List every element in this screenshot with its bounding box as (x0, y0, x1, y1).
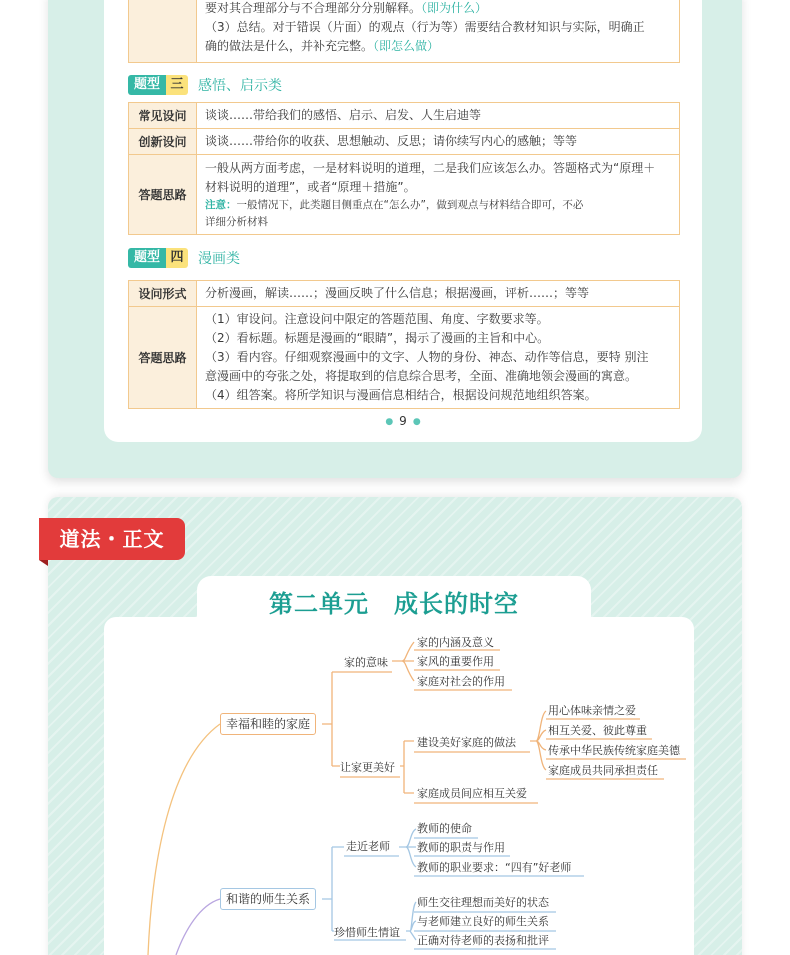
row-label: 答题思路 (129, 307, 197, 409)
partial-label-cell (129, 0, 197, 63)
table-row (129, 129, 680, 155)
mindmap-leaf: 家风的重要作用 (417, 655, 494, 668)
row-label: 常见设问 (129, 103, 197, 129)
current-page-card (104, 617, 694, 955)
row-content (197, 307, 680, 409)
row-content (197, 155, 680, 235)
page-number: ● 9 ● (385, 414, 421, 428)
mindmap-branch-family: 幸福和睦的家庭 (220, 713, 316, 735)
section4-heading (128, 247, 240, 269)
mindmap-node-family-care: 家庭成员间应相互关爱 (417, 787, 527, 800)
unit-title: 第二单元 成长的时空 (269, 590, 519, 618)
note-line: 注意：一般情况下，此类题目侧重点在“怎么办”，做到观点与材料结合即可，不必 (205, 198, 584, 211)
ribbon-fold (39, 560, 48, 566)
approach-line: （2）看标题。标题是漫画的“眼睛”，揭示了漫画的主旨和中心。 (205, 331, 550, 345)
mindmap-leaf: 教师的职责与作用 (417, 841, 505, 854)
mindmap-leaf: 用心体味亲情之爱 (548, 704, 636, 717)
mindmap-leaf: 家的内涵及意义 (417, 636, 494, 649)
previous-page (48, 0, 742, 478)
partial-line-3: 确的做法是什么，并补充完整。（即怎么做） (205, 38, 440, 53)
approach-line: 一般从两方面考虑，一是材料说明的道理，二是我们应该怎么办。答题格式为“原理＋ (205, 160, 656, 175)
mindmap-leaf: 教师的职业要求：“四有”好老师 (417, 861, 572, 874)
row-label: 答题思路 (129, 155, 197, 235)
table-row (129, 155, 680, 235)
section4-title: 漫画类 (198, 251, 241, 267)
approach-line: （3）看内容。仔细观察漫画中的文字、人物的身份、神态、动作等信息，要特 别注 (205, 350, 649, 364)
section4-table (128, 280, 680, 409)
approach-line: 材料说明的道理”，或者“原理＋措施”。 (205, 179, 416, 194)
row-label: 设问形式 (129, 281, 197, 307)
section3-number: 三 (166, 75, 188, 95)
table-row (129, 103, 680, 129)
mindmap-leaf: 教师的使命 (417, 822, 472, 835)
section4-number: 四 (166, 248, 188, 268)
mindmap-node-cherish-bond: 珍惜师生情谊 (334, 926, 400, 939)
section3-tag: 题型 (128, 75, 166, 95)
mindmap-node-build-home: 建设美好家庭的做法 (417, 736, 516, 749)
dot-icon: ● (385, 417, 394, 427)
partial-answer-table (128, 0, 680, 63)
mindmap-node-approach-teacher: 走近老师 (346, 840, 390, 853)
section3-title: 感悟、启示类 (198, 78, 283, 94)
mindmap-leaf: 正确对待老师的表扬和批评 (417, 934, 549, 947)
section3-table (128, 102, 680, 235)
row-content: 谈谈……带给我们的感悟、启示、启发、人生启迪等 (197, 103, 680, 129)
table-row (129, 281, 680, 307)
mindmap-leaf: 与老师建立良好的师生关系 (417, 915, 549, 928)
partial-content-cell (197, 0, 680, 63)
approach-line: （4）组答案。将所学知识与漫画信息相结合，根据设问规范地组织答案。 (205, 388, 597, 402)
section4-tag: 题型 (128, 248, 166, 268)
unit-title-tab (197, 576, 591, 626)
section-ribbon: 道法・正文 (39, 518, 185, 560)
mindmap-leaf: 师生交往理想而美好的状态 (417, 896, 549, 909)
dot-icon: ● (412, 417, 421, 427)
mindmap-leaf: 相互关爱、彼此尊重 (548, 724, 647, 737)
mindmap-node-better-home: 让家更美好 (340, 761, 395, 774)
note-line: 详细分析材料 (205, 215, 268, 228)
mindmap-leaf: 传承中华民族传统家庭美德 (548, 744, 680, 757)
partial-line-2: （3）总结。对于错误（片面）的观点（行为等）需要结合教材知识与实际，明确正 (205, 19, 645, 34)
row-label: 创新设问 (129, 129, 197, 155)
mindmap-branch-teacher: 和谐的师生关系 (220, 888, 316, 910)
row-content: 分析漫画，解读……；漫画反映了什么信息；根据漫画，评析……；等等 (197, 281, 680, 307)
section3-heading (128, 74, 282, 96)
mindmap-leaf: 家庭成员共同承担责任 (548, 764, 658, 777)
approach-line: 意漫画中的夸张之处，将提取到的信息综合思考，全面、准确地领会漫画的寓意。 (205, 369, 638, 383)
previous-page-card (104, 0, 702, 442)
row-content: 谈谈……带给你的收获、思想触动、反思；请你续写内心的感触；等等 (197, 129, 680, 155)
partial-line-1: 要对其合理部分与不合理部分分别解释。（即为什么） (205, 0, 488, 15)
table-row (129, 307, 680, 409)
approach-line: （1）审设问。注意设问中限定的答题范围、角度、字数要求等。 (205, 312, 549, 326)
mindmap-leaf: 家庭对社会的作用 (417, 675, 505, 688)
mindmap-node-home-meaning: 家的意味 (344, 656, 388, 669)
